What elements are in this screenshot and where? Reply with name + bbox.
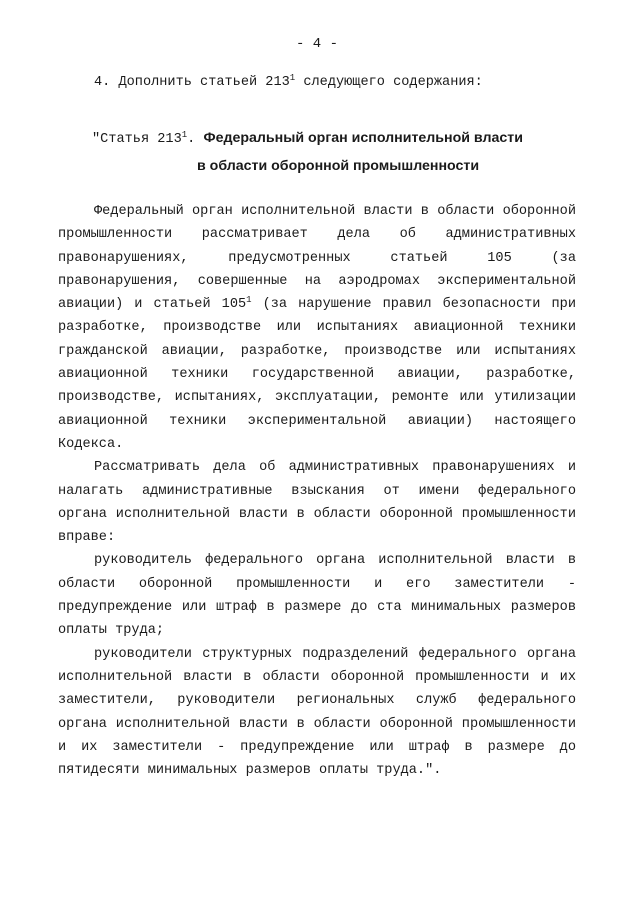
paragraph-1-superscript: 1 (246, 295, 252, 306)
article-heading (92, 125, 576, 179)
article-superscript: 1 (181, 130, 188, 140)
amendment-tail: следующего содержания: (295, 75, 483, 90)
amendment-superscript: 1 (289, 73, 296, 83)
page-number: - 4 - (295, 36, 338, 52)
amendment-text: 4. Дополнить статьей 213 (94, 75, 290, 90)
amendment-line (94, 75, 483, 90)
paragraph-1-text-a: Федеральный орган исполнительной власти в области оборонной промышленности рассматривает дела об административных правонарушениях, предусмотренных статьей 105 (за правонарушения, совершенные на аэродромах экспериментальной авиации) и статьей 105 (58, 204, 576, 313)
paragraph-3: руководитель федерального органа исполнительной власти в области оборонной промышленности и его заместители - предупреждение или штраф в размере до ста минимальных размеров оплаты труда; (58, 553, 576, 639)
article-title-line2: в области оборонной промышленности (197, 158, 480, 174)
article-prefix-tail: . (187, 132, 204, 147)
article-prefix: "Статья 213 (92, 132, 182, 147)
paragraph-1-text-b: (за нарушение правил безопасности при разработке, производстве или испытаниях авиационной техники гражданской авиации, разработке, производстве или испытаниях авиационной техники государственной авиации, разработке, производстве, испытаниях, эксплуатации, ремонте или утилизации авиационной техники экспериментальной авиации) настоящего Кодекса. (58, 297, 576, 452)
document-page (58, 0, 576, 900)
paragraph-1 (58, 200, 576, 456)
paragraph-4: руководители структурных подразделений федерального органа исполнительной власти в области оборонной промышленности и их заместители, руководители региональных служб федерального органа исполнительной власти в области оборонной промышленности и их заместители - предупреждение или штраф в размере до пятидесяти минимальных размеров оплаты труда.". (58, 646, 576, 779)
article-body (58, 200, 576, 782)
article-title-line1: Федеральный орган исполнительной власти (203, 130, 523, 146)
paragraph-2: Рассматривать дела об административных правонарушениях и налагать административные взыскания от имени федерального органа исполнительной власти в области оборонной промышленности вправе: (58, 460, 576, 546)
